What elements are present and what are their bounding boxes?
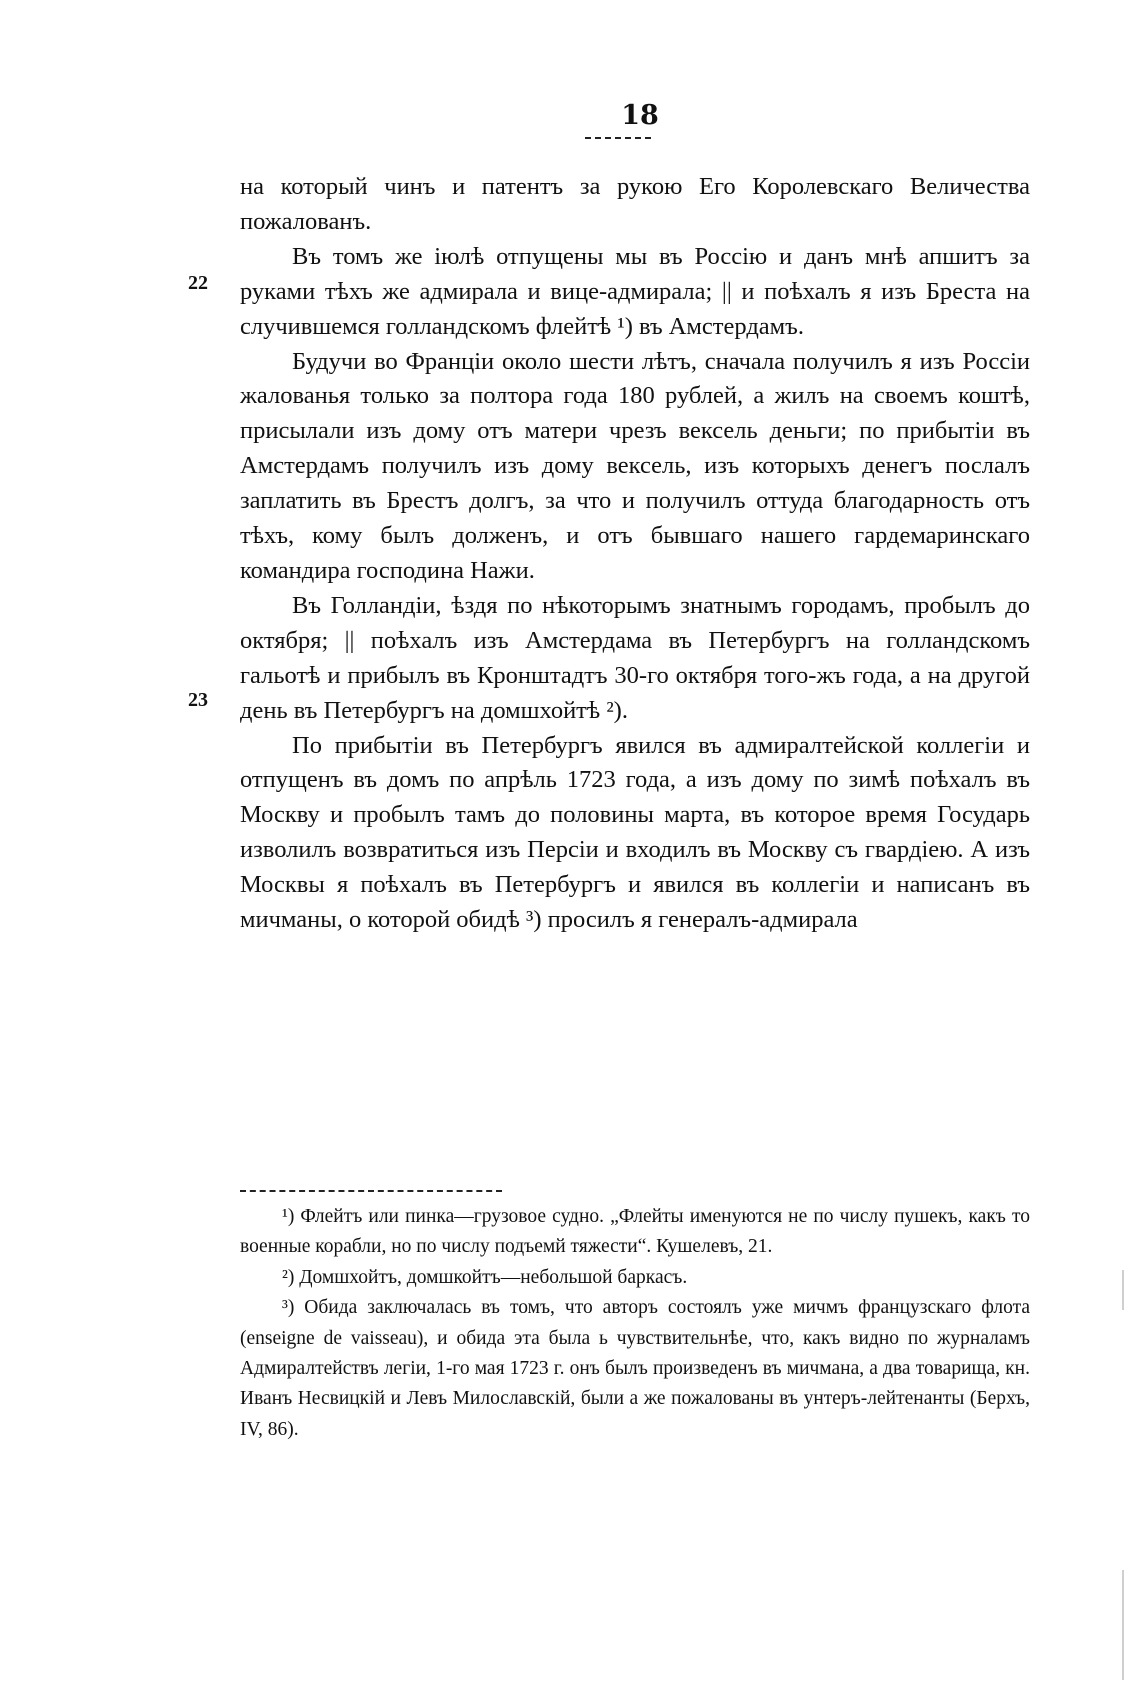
scan-edge-mark — [1122, 1270, 1124, 1310]
footnote-3: ³) Обида заключалась въ томъ, что авторъ состоялъ уже мичмъ французскаго флота (enseigne de vaisseau), и обида эта была ь чувствительнѣе, что, какъ видно по журналамъ Адмиралтействъ легiи, 1-го мая 1723 г. онъ былъ произведенъ въ мичмана, а два товарища, кн. Иванъ Несвицкiй и Левъ Милославскiй, были а же пожалованы въ унтеръ-лейтенанты (Берхъ, IV, 86). — [240, 1297, 1030, 1440]
paragraph: на который чинъ и патентъ за рукою Его Королевскаго Величества пожалованъ. — [240, 173, 1030, 235]
scan-edge-mark — [1122, 1570, 1124, 1680]
main-text — [240, 170, 1030, 938]
margin-note-23: 23 — [188, 689, 208, 711]
paragraph: Въ томъ же iюлѣ отпущены мы въ Россiю и данъ мнѣ апшитъ за руками тѣхъ же адмирала и вице-адмирала; || и поѣхалъ я изъ Бреста на случившемся голландскомъ флейтѣ ¹) въ Амстердамъ. — [240, 242, 1030, 340]
paragraph: Въ Голландiи, ѣздя по нѣкоторымъ знатнымъ городамъ, пробылъ до октября; || поѣхалъ изъ Амстердама въ Петербургъ на голландскомъ гальотѣ и прибылъ въ Кронштадтъ 30-го октября того-жъ года, а на другой день въ Петербургъ на домшхойтѣ ²). — [240, 591, 1030, 724]
page-number-rule — [585, 137, 651, 139]
page-number: 18 — [621, 100, 659, 131]
footnote-1: ¹) Флейтъ или пинка—грузовое судно. „Флейты именуются не по числу пушекъ, какъ то военные корабли, но по числу подъемй тяжести“. Кушелевъ, 21. — [240, 1206, 1030, 1258]
footnote-2: ²) Домшхойтъ, домшкойтъ—небольшой баркасъ. — [282, 1266, 688, 1288]
margin-note-22: 22 — [188, 272, 208, 294]
paragraph: По прибытiи въ Петербургъ явился въ адмиралтейской коллегiи и отпущенъ въ домъ по апрѣль 1723 года, а изъ дому по зимѣ поѣхалъ въ Москву и пробылъ тамъ до половины марта, въ которое время Государь изволилъ возвратиться изъ Персiи и входилъ въ Москву съ гвардiею. А изъ Москвы я поѣхалъ въ Петербургъ и явился въ коллегiи и написанъ въ мичманы, о которой обидѣ ³) просилъ я генералъ-адмирала — [240, 731, 1030, 934]
footnote-separator — [240, 1190, 502, 1192]
paragraph: Будучи во Францiи около шести лѣтъ, сначала получилъ я изъ Россiи жалованья только за полтора года 180 рублей, а жилъ на своемъ коштѣ, присылали изъ дому отъ матери чрезъ вексель деньги; по прибытiи въ Амстердамъ получилъ изъ дому вексель, изъ которыхъ денегъ послалъ заплатить въ Брестъ долгъ, за что и получилъ оттуда благодарность отъ тѣхъ, кому былъ долженъ, и отъ бывшаго нашего гардемаринскаго командира господина Нажи. — [240, 347, 1030, 584]
footnotes — [240, 1202, 1030, 1445]
